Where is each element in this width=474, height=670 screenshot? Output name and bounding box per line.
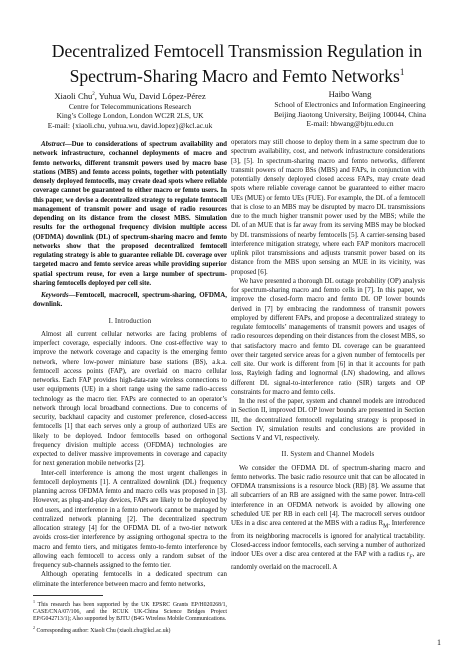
intro-paragraph-1: Almost all current cellular networks are facing problems of imperfect coverage, especially indoors. One cost-effective way to improve the network coverage and capacity is the emerging femto network, where low-power miniature base stations (BS), a.k.a. femtocell access points (FAP), are overlaid on macro cellular networks. Each FAP provides high-data-rate wireless connections to user equipments (UE) in a short range using the same radio-access technology as the macro tier. FAPs are connected to an operator’s network through local broadband connections. Due to concerns of security, backhaul capacity and customer preference, closed-access femtocells [1] that each serves only a group of authorized UEs are likely to be deployed. Indoor femtocells based on orthogonal frequency division multiple access (OFDMA) technologies are expected to deliver massive improvements in coverage and capacity for next generation mobile networks [2]. (33, 330, 227, 468)
footnote-rule (33, 595, 103, 596)
title-line-2: Spectrum-Sharing Macro and Femto Networks (69, 65, 400, 86)
affiliation-right-1: School of Electronics and Information Engineering (274, 100, 426, 109)
left-column (33, 140, 227, 635)
author-block-right (245, 89, 455, 129)
abstract: Abstract—Due to considerations of spectrum availability and network infrastructure, cochannel deployments of macro and femto networks, different transmit powers used by macro base stations (MBS) and femto access points, together with potentially densely deployed femtocells, may create dead spots where reliable coverage cannot be guaranteed to either macro or femto users. In this paper, we devise a decentralized strategy to regulate femtocell management of transmit power and usage of radio resources depending on its distance from the closest MBS. Simulation results for the orthogonal frequency division multiple access (OFDMA) downlink (DL) of spectrum-sharing macro and femto networks show that the proposed decentralized femtocell regulating strategy is able to guarantee reliable DL coverage over targeted macro and femto service areas while providing superior spatial spectrum reuse, for even a large number of spectrum-sharing femtocells deployed per cell site. (33, 141, 227, 287)
intro-paragraph-4: operators may still choose to deploy them in a same spectrum due to spectrum availability, cost, and network infrastructure considerations [3], [5]. In spectrum-sharing macro and femto networks, different transmit powers of macro BSs (MBS) and FAPs, in conjunction with potentially densely deployed closed access FAPs, may create dead spots where reliable coverage cannot be guaranteed to either macro UEs (MUE) or femto UEs (FUE). For example, the DL of a femtocell that is close to an MBS may be disrupted by macro DL transmissions due to the much higher transmit power used by the MBS; while the DL of an MUE that is far away from its serving MBS may be blocked by DL transmissions of nearby femtocells [5]. A carrier-sensing based interference mitigation strategy, where each FAP monitors macrocell uplink pilot transmissions and adjusts transmit power based on its distance from the MBS upon sensing an MUE in its vicinity, was proposed [6]. (231, 139, 425, 276)
affiliation-left-1: Centre for Telecommunications Research (68, 101, 192, 111)
footnote-2: $^2$ Corresponding author: Xiaoli Chu (xiaoli.chu@kcl.ac.uk) (33, 624, 171, 634)
page-number: 1 (437, 638, 441, 647)
section-heading-system-models: II. System and Channel Models (281, 451, 375, 459)
system-paragraph-1: We consider the OFDMA DL of spectrum-sharing macro and femto networks. The basic radio resource unit that can be allocated in OFDMA transmissions is a resource block (RB) [8]. We assume that all subcarriers of an RB are assigned with the same power. Intra-cell interference in an OFDMA network is avoided by allowing one scheduled UE per RB in each cell [4]. The macrocell serves outdoor UEs in a disc area centered at the MBS with a radius $R_M$. Interference from its neighboring macrocells is ignored for analytical tractability. Closed-access indoor femtocells, each serving a number of authorized indoor UEs over a disc area centered at the FAP with a radius $r_F$, are randomly overlaid on the macrocell. A (231, 464, 425, 571)
email-left: E-mail: {xiaoli.chu, yuhua.wu, david.lopez}@kcl.ac.uk (47, 121, 213, 131)
intro-paragraph-5: We have presented a thorough DL outage probability (OP) analysis for spectrum-sharing macro and femto cells in [7]. In this paper, we improve the closed-form macro and femto DL OP lower bounds derived in [7] by embracing the randomness of transmit powers employed by different FAPs, and propose a decentralized strategy to regulate femtocells’ managements of transmit powers and usages of radio resources depending on their distances from the closest MBS, so that satisfactory macro and femto DL coverage can be guaranteed over their targeted service areas for a given number of femtocells per cell site. Our work is different from [6] in that it accounts for path loss, Rayleigh fading and lognormal (LN) shadowing, and allows different DL signal-to-interference ratio (SIR) targets and OP constraints for macro and femto cells. (231, 277, 425, 396)
intro-paragraph-2: Inter-cell interference is among the most urgent challenges in femtocell deployments [1]. A centralized downlink (DL) frequency planning across OFDMA femto and macro cells was proposed in [3]. However, as plug-and-play devices, FAPs are likely to be deployed by end users, and interference in a femto network cannot be managed by centralized network planning [2]. The decentralized spectrum allocation strategy [4] for the OFDMA DL of a two-tier network avoids cross-tier interference by assigning orthogonal spectra to the macro and femto tiers, and mitigates femto-to-femto interference by allowing each femtocell to access only a random subset of the frequency sub-channels assigned to the femto tier. (33, 469, 227, 569)
section-heading-introduction: I. Introduction (108, 317, 152, 325)
author-names-right: Haibo Wang (328, 89, 372, 99)
abstract-label: Abstract (41, 141, 65, 148)
title-footnote-mark: 1 (399, 67, 405, 77)
keywords: Keywords—Femtocell, macrocell, spectrum-sharing, OFDMA, downlink. (33, 292, 227, 309)
paper-title (0, 41, 474, 87)
footnote-1: $^1$ This research has been supported by the UK EPSRC Grants EP/H020268/1, CASE/CNA/07/106, and the RCUK UK-China Science Bridges Project EP/G042713/1); Also supported by BJTU (B4G Wireless Mobile Communications. (33, 598, 227, 623)
email-right: E-mail: hbwang@bjtu.edu.cn (306, 119, 394, 129)
intro-paragraph-3: Although operating femtocells in a dedicated spectrum can eliminate the interference between macro and femto networks, (33, 571, 227, 588)
intro-paragraph-6: In the rest of the paper, system and channel models are introduced in Section II, improved DL OP lower bounds are presented in Section III, the decentralized femtocell regulating strategy is proposed in Section IV, simulation results and conclusions are provided in Sections V and VI, respectively. (231, 398, 425, 442)
author-names-left: Xiaoli Chu$^2$, Yuhua Wu, David López-Pérez (54, 90, 206, 101)
affiliation-right-2: Beijing Jiaotong University, Beijing 100044, China (273, 109, 427, 119)
author-block-left (30, 89, 230, 131)
affiliation-left-2: King’s College London, London WC2R 2LS, UK (56, 111, 204, 121)
right-column (231, 138, 425, 572)
keywords-label: Keywords (41, 292, 69, 299)
title-line-1: Decentralized Femtocell Transmission Regulation in (51, 41, 423, 61)
